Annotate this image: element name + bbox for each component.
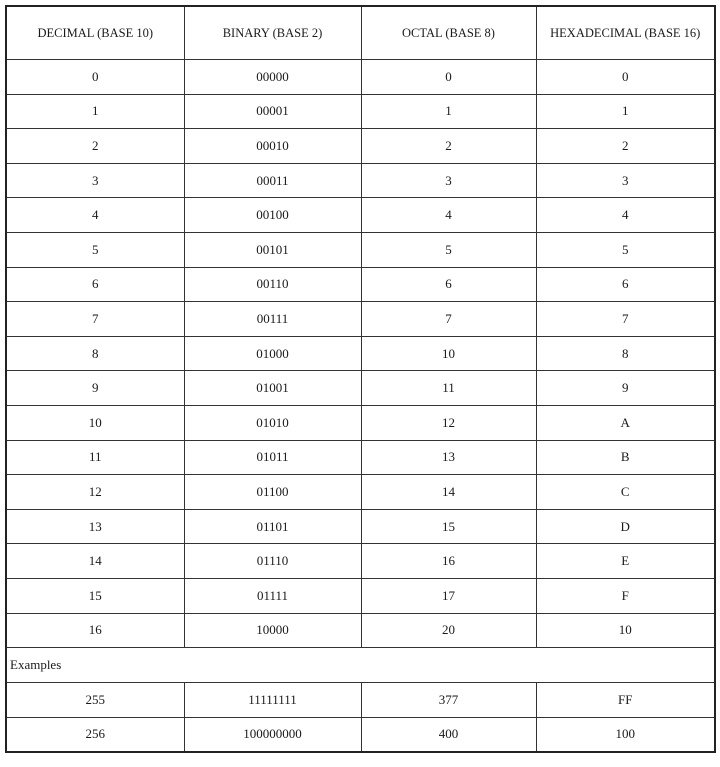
decimal-cell: 14 (6, 544, 184, 579)
octal-cell: 20 (361, 613, 536, 648)
hex-cell: 8 (536, 336, 715, 371)
binary-cell: 01000 (184, 336, 361, 371)
hex-cell: A (536, 405, 715, 440)
binary-cell: 00011 (184, 163, 361, 198)
binary-cell: 11111111 (184, 683, 361, 718)
table-row (6, 440, 715, 475)
octal-cell: 0 (361, 60, 536, 95)
hex-cell: 1 (536, 94, 715, 129)
binary-cell: 00000 (184, 60, 361, 95)
binary-cell: 00100 (184, 198, 361, 233)
table-row (6, 129, 715, 164)
header-row (6, 6, 715, 60)
decimal-cell: 6 (6, 267, 184, 302)
hex-cell: 5 (536, 232, 715, 267)
octal-cell: 1 (361, 94, 536, 129)
decimal-cell: 11 (6, 440, 184, 475)
table-row (6, 60, 715, 95)
octal-cell: 6 (361, 267, 536, 302)
octal-cell: 14 (361, 475, 536, 510)
hex-cell: 2 (536, 129, 715, 164)
table-row (6, 717, 715, 752)
octal-cell: 377 (361, 683, 536, 718)
hex-cell: FF (536, 683, 715, 718)
decimal-cell: 15 (6, 578, 184, 613)
octal-cell: 7 (361, 302, 536, 337)
octal-cell: 2 (361, 129, 536, 164)
hex-cell: B (536, 440, 715, 475)
binary-cell: 00010 (184, 129, 361, 164)
octal-cell: 17 (361, 578, 536, 613)
table-row (6, 683, 715, 718)
header-octal: OCTAL (BASE 8) (361, 6, 536, 60)
binary-cell: 00101 (184, 232, 361, 267)
binary-cell: 01100 (184, 475, 361, 510)
binary-cell: 01001 (184, 371, 361, 406)
table-row (6, 267, 715, 302)
table-row (6, 371, 715, 406)
binary-cell: 01111 (184, 578, 361, 613)
octal-cell: 5 (361, 232, 536, 267)
decimal-cell: 1 (6, 94, 184, 129)
octal-cell: 400 (361, 717, 536, 752)
decimal-cell: 16 (6, 613, 184, 648)
decimal-cell: 9 (6, 371, 184, 406)
decimal-cell: 13 (6, 509, 184, 544)
decimal-cell: 256 (6, 717, 184, 752)
decimal-cell: 5 (6, 232, 184, 267)
decimal-cell: 4 (6, 198, 184, 233)
hex-cell: C (536, 475, 715, 510)
binary-cell: 100000000 (184, 717, 361, 752)
table-row (6, 613, 715, 648)
binary-cell: 00001 (184, 94, 361, 129)
decimal-cell: 0 (6, 60, 184, 95)
octal-cell: 13 (361, 440, 536, 475)
hex-cell: 9 (536, 371, 715, 406)
decimal-cell: 255 (6, 683, 184, 718)
header-decimal: DECIMAL (BASE 10) (6, 6, 184, 60)
hex-cell: D (536, 509, 715, 544)
header-hexadecimal: HEXADECIMAL (BASE 16) (536, 6, 715, 60)
number-base-table (5, 5, 716, 753)
table-row (6, 405, 715, 440)
binary-cell: 10000 (184, 613, 361, 648)
table-row (6, 94, 715, 129)
decimal-cell: 10 (6, 405, 184, 440)
table-row (6, 475, 715, 510)
hex-cell: 6 (536, 267, 715, 302)
decimal-cell: 12 (6, 475, 184, 510)
octal-cell: 3 (361, 163, 536, 198)
hex-cell: 0 (536, 60, 715, 95)
hex-cell: 100 (536, 717, 715, 752)
table-row (6, 578, 715, 613)
octal-cell: 15 (361, 509, 536, 544)
table-row (6, 544, 715, 579)
table-row (6, 302, 715, 337)
examples-row (6, 648, 715, 683)
binary-cell: 01010 (184, 405, 361, 440)
table-row (6, 336, 715, 371)
octal-cell: 4 (361, 198, 536, 233)
examples-label: Examples (6, 648, 715, 683)
octal-cell: 10 (361, 336, 536, 371)
octal-cell: 11 (361, 371, 536, 406)
hex-cell: 4 (536, 198, 715, 233)
hex-cell: 3 (536, 163, 715, 198)
table-body (6, 60, 715, 753)
hex-cell: F (536, 578, 715, 613)
binary-cell: 01101 (184, 509, 361, 544)
table-row (6, 232, 715, 267)
hex-cell: 7 (536, 302, 715, 337)
hex-cell: E (536, 544, 715, 579)
binary-cell: 01011 (184, 440, 361, 475)
octal-cell: 12 (361, 405, 536, 440)
table-row (6, 198, 715, 233)
table-row (6, 163, 715, 198)
decimal-cell: 7 (6, 302, 184, 337)
decimal-cell: 3 (6, 163, 184, 198)
binary-cell: 00110 (184, 267, 361, 302)
binary-cell: 00111 (184, 302, 361, 337)
header-binary: BINARY (BASE 2) (184, 6, 361, 60)
binary-cell: 01110 (184, 544, 361, 579)
decimal-cell: 2 (6, 129, 184, 164)
table-row (6, 509, 715, 544)
octal-cell: 16 (361, 544, 536, 579)
hex-cell: 10 (536, 613, 715, 648)
decimal-cell: 8 (6, 336, 184, 371)
